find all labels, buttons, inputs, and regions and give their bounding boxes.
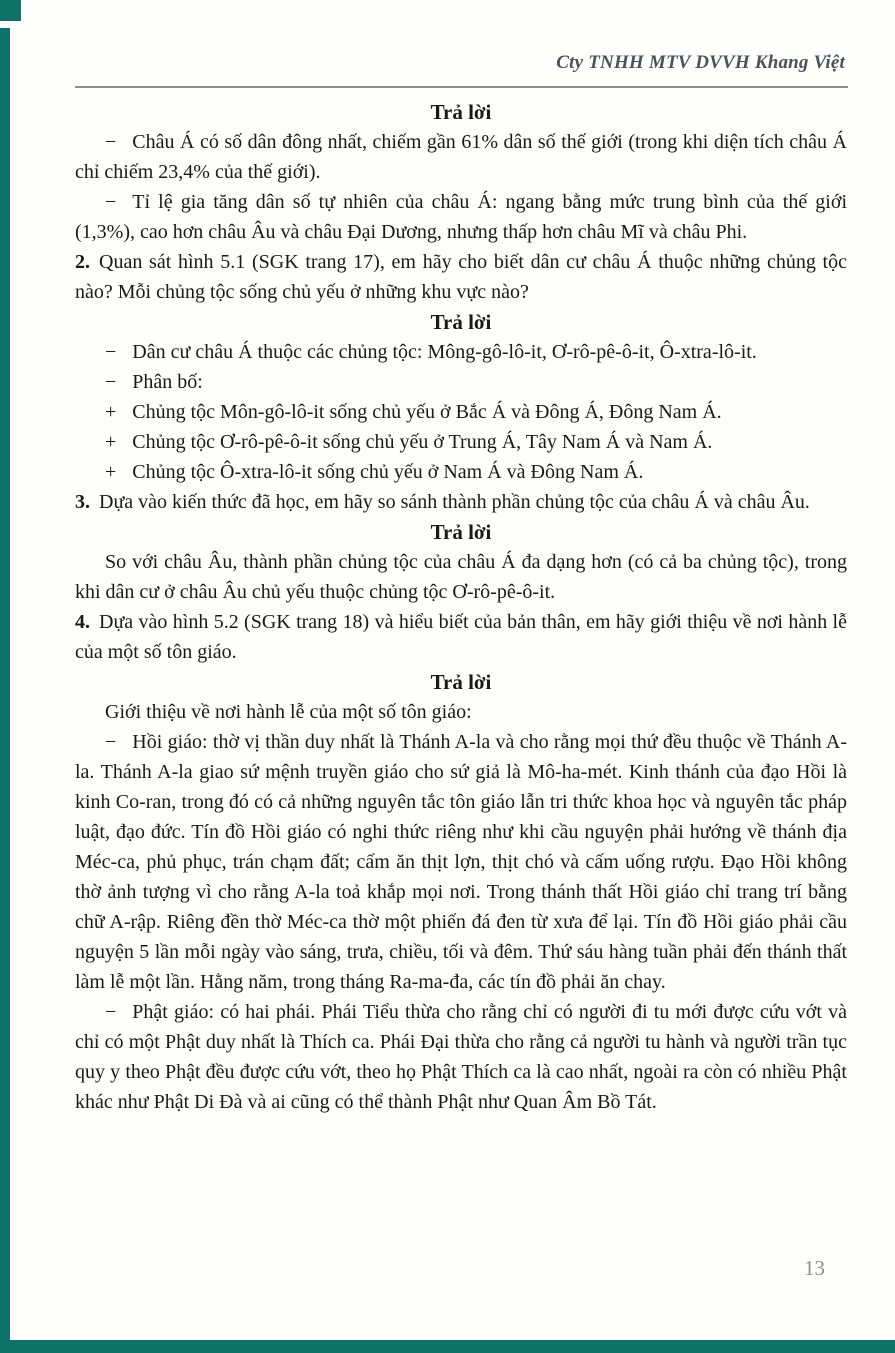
question-number: 2. (75, 251, 90, 273)
item-text: Phật giáo: có hai phái. Phái Tiểu thừa cho rằng chỉ có người đi tu mới được cứu vớt và chỉ có một Phật duy nhất là Thích ca. Phái Đại thừa cho rằng cả người tu hành và người trần tục quy y theo Phật đều được cứu vớt, theo họ Phật Thích ca là cao nhất, ngoài ra còn có nhiều Phật khác như Phật Di Đà và ai cũng có thể thành Phật như Quan Âm Bồ Tát. (75, 1001, 847, 1113)
paragraph: Giới thiệu về nơi hành lễ của một số tôn giáo: (105, 701, 472, 723)
list-item-dash (75, 187, 847, 247)
item-text: Chủng tộc Ô-xtra-lô-it sống chủ yếu ở Nam Á và Đông Nam Á. (132, 461, 644, 483)
list-item-dash (75, 337, 847, 367)
plus-marker: + (105, 461, 117, 483)
content-area (75, 97, 847, 1117)
answer-heading: Trả lời (430, 310, 492, 334)
plus-marker: + (105, 431, 117, 453)
dash-marker: − (105, 731, 117, 753)
bottom-accent-bar (0, 1340, 895, 1353)
item-text: Tỉ lệ gia tăng dân số tự nhiên của châu Á: ngang bằng mức trung bình của thế giới (1,3%), cao hơn châu Âu và châu Đại Dương, nhưng thấp hơn châu Mĩ và châu Phi. (75, 191, 847, 243)
item-text: Chủng tộc Ơ-rô-pê-ô-it sống chủ yếu ở Trung Á, Tây Nam Á và Nam Á. (132, 431, 713, 453)
corner-accent-square (0, 0, 21, 21)
plus-marker: + (105, 401, 117, 423)
list-item-dash (75, 997, 847, 1117)
question-item (75, 607, 847, 667)
question-number: 3. (75, 491, 90, 513)
dash-marker: − (105, 191, 117, 213)
question-text: Dựa vào hình 5.2 (SGK trang 18) và hiểu biết của bản thân, em hãy giới thiệu về nơi hành lễ của một số tôn giáo. (75, 611, 847, 663)
answer-heading: Trả lời (430, 100, 492, 124)
header-rule (75, 86, 848, 88)
list-item-dash (75, 367, 847, 397)
item-text: Hồi giáo: thờ vị thần duy nhất là Thánh A-la và cho rằng mọi thứ đều thuộc về Thánh A-la. Thánh A-la giao sứ mệnh truyền giáo cho sứ giả là Mô-ha-mét. Kinh thánh của đạo Hồi là kinh Co-ran, trong đó có cả những nguyên tắc tôn giáo lẫn tri thức khoa học và nguyên tắc pháp luật, đạo đức. Tín đồ Hồi giáo có nghi thức riêng như khi cầu nguyện phải hướng về thánh địa Méc-ca, phủ phục, trán chạm đất; cấm ăn thịt lợn, thịt chó và cấm uống rượu. Đạo Hồi không thờ ảnh tượng vì cho rằng A-la toả khắp mọi nơi. Trong thánh thất Hồi giáo chỉ trang trí bằng chữ A-rập. Riêng đền thờ Méc-ca thờ một phiến đá đen từ xưa để lại. Tín đồ Hồi giáo phải cầu nguyện 5 lần mỗi ngày vào sáng, trưa, chiều, tối và đêm. Thứ sáu hàng tuần phải đến thánh thất làm lễ một lần. Hằng năm, trong tháng Ra-ma-đa, các tín đồ phải ăn chay. (75, 731, 847, 993)
question-text: Quan sát hình 5.1 (SGK trang 17), em hãy cho biết dân cư châu Á thuộc những chủng tộc nào? Mỗi chủng tộc sống chủ yếu ở những khu vực nào? (75, 251, 847, 303)
list-item-dash (75, 127, 847, 187)
dash-marker: − (105, 1001, 117, 1023)
left-accent-bar (0, 28, 10, 1353)
page-number: 13 (804, 1256, 825, 1280)
item-text: Chủng tộc Môn-gô-lô-it sống chủ yếu ở Bắc Á và Đông Á, Đông Nam Á. (132, 401, 722, 423)
answer-heading: Trả lời (430, 670, 492, 694)
question-item (75, 247, 847, 307)
question-item (75, 487, 847, 517)
dash-marker: − (105, 131, 117, 153)
question-text: Dựa vào kiến thức đã học, em hãy so sánh thành phần chủng tộc của châu Á và châu Âu. (99, 491, 810, 513)
dash-marker: − (105, 371, 117, 393)
paragraph: So với châu Âu, thành phần chủng tộc của châu Á đa dạng hơn (có cả ba chủng tộc), trong khi dân cư ở châu Âu chủ yếu thuộc chủng tộc Ơ-rô-pê-ô-it. (75, 551, 847, 603)
question-number: 4. (75, 611, 90, 633)
item-text: Phân bố: (132, 371, 203, 393)
list-item-dash (75, 727, 847, 997)
list-item-plus (75, 427, 847, 457)
item-text: Dân cư châu Á thuộc các chủng tộc: Mông-gô-lô-it, Ơ-rô-pê-ô-it, Ô-xtra-lô-it. (132, 341, 757, 363)
answer-heading: Trả lời (430, 520, 492, 544)
page-header-company: Cty TNHH MTV DVVH Khang Việt (556, 52, 845, 73)
dash-marker: − (105, 341, 117, 363)
list-item-plus (75, 397, 847, 427)
list-item-plus (75, 457, 847, 487)
item-text: Châu Á có số dân đông nhất, chiếm gần 61% dân số thế giới (trong khi diện tích châu Á chỉ chiếm 23,4% của thế giới). (75, 131, 847, 183)
